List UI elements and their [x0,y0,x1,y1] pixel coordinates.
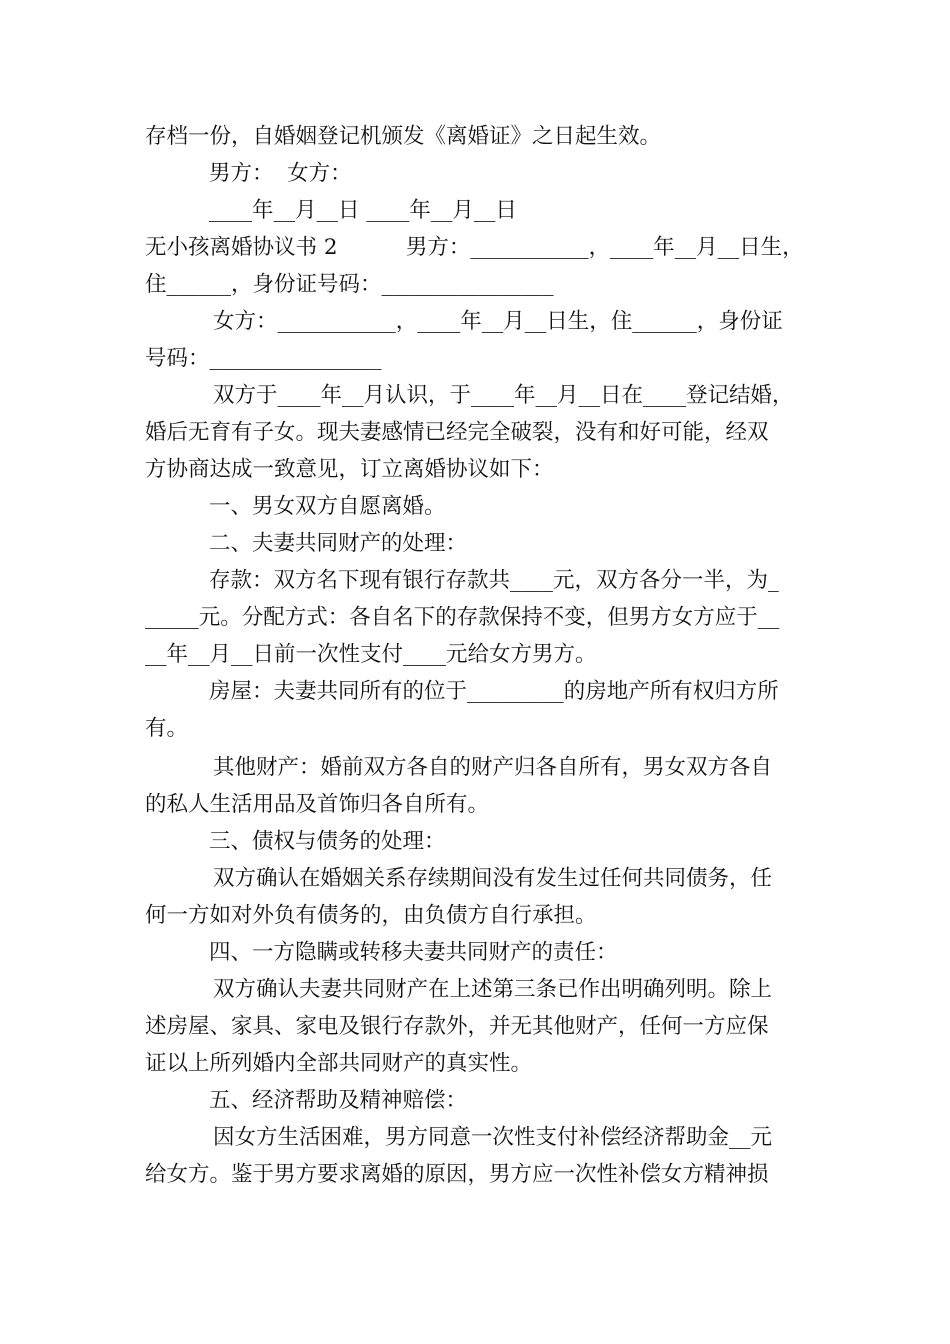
text-line: 给女方。鉴于男方要求离婚的原因，男方应一次性补偿女方精神损 [145,1162,769,1187]
text-line: 五、经济帮助及精神赔偿： [209,1088,468,1113]
text-line: 有。 [145,716,189,741]
text-line: 男方： 女方： [209,161,352,186]
text-line: 婚后无育有子女。现夫妻感情已经完全破裂，没有和好可能，经双 [145,420,769,445]
text-line: 双方确认在婚姻关系存续期间没有发生过任何共同债务，任 [213,866,773,891]
text-line: 二、夫妻共同财产的处理： [209,531,468,556]
text-line: _____元。分配方式：各自名下的存款保持不变，但男方女方应于__ [145,605,780,630]
text-line: 双方确认夫妻共同财产在上述第三条已作出明确列明。除上 [213,977,773,1002]
text-line: ____年__月__日 ____年__月__日 [209,198,517,223]
text-line: 何一方如对外负有债务的，由负债方自行承担。 [145,903,597,928]
text-line: 述房屋、家具、家电及银行存款外，并无其他财产，任何一方应保 [145,1014,769,1039]
text-line: 住______，身份证号码：________________ [145,272,554,297]
text-line: 证以上所列婚内全部共同财产的真实性。 [145,1051,533,1076]
text-line: 四、一方隐瞒或转移夫妻共同财产的责任： [209,940,618,965]
text-line: 因女方生活困难，男方同意一次性支付补偿经济帮助金__元 [213,1125,773,1150]
text-line: 其他财产：婚前双方各自的财产归各自所有，男女双方各自 [213,755,773,780]
text-line: 女方：___________，____年__月__日生，住______，身份证 [213,309,783,334]
text-line: 双方于____年__月认识，于____年__月__日在____登记结婚， [213,383,794,408]
text-line: 号码：________________ [145,346,382,371]
text-line: 存档一份，自婚姻登记机颁发《离婚证》之日起生效。 [145,124,662,149]
text-line: 三、债权与债务的处理： [209,829,446,854]
text-line: 存款：双方名下现有银行存款共____元，双方各分一半，为_ [209,568,779,593]
text-line: 房屋：夫妻共同所有的位于_________的房地产所有权归方所 [209,679,779,704]
text-line: 的私人生活用品及首饰归各自所有。 [145,792,490,817]
text-line: 一、男女双方自愿离婚。 [209,494,446,519]
text-line: 方协商达成一致意见，订立离婚协议如下： [145,457,554,482]
text-line: 无小孩离婚协议书 2 男方：___________，____年__月__日生， [145,235,804,260]
text-line: __年__月__日前一次性支付____元给女方男方。 [145,642,597,667]
